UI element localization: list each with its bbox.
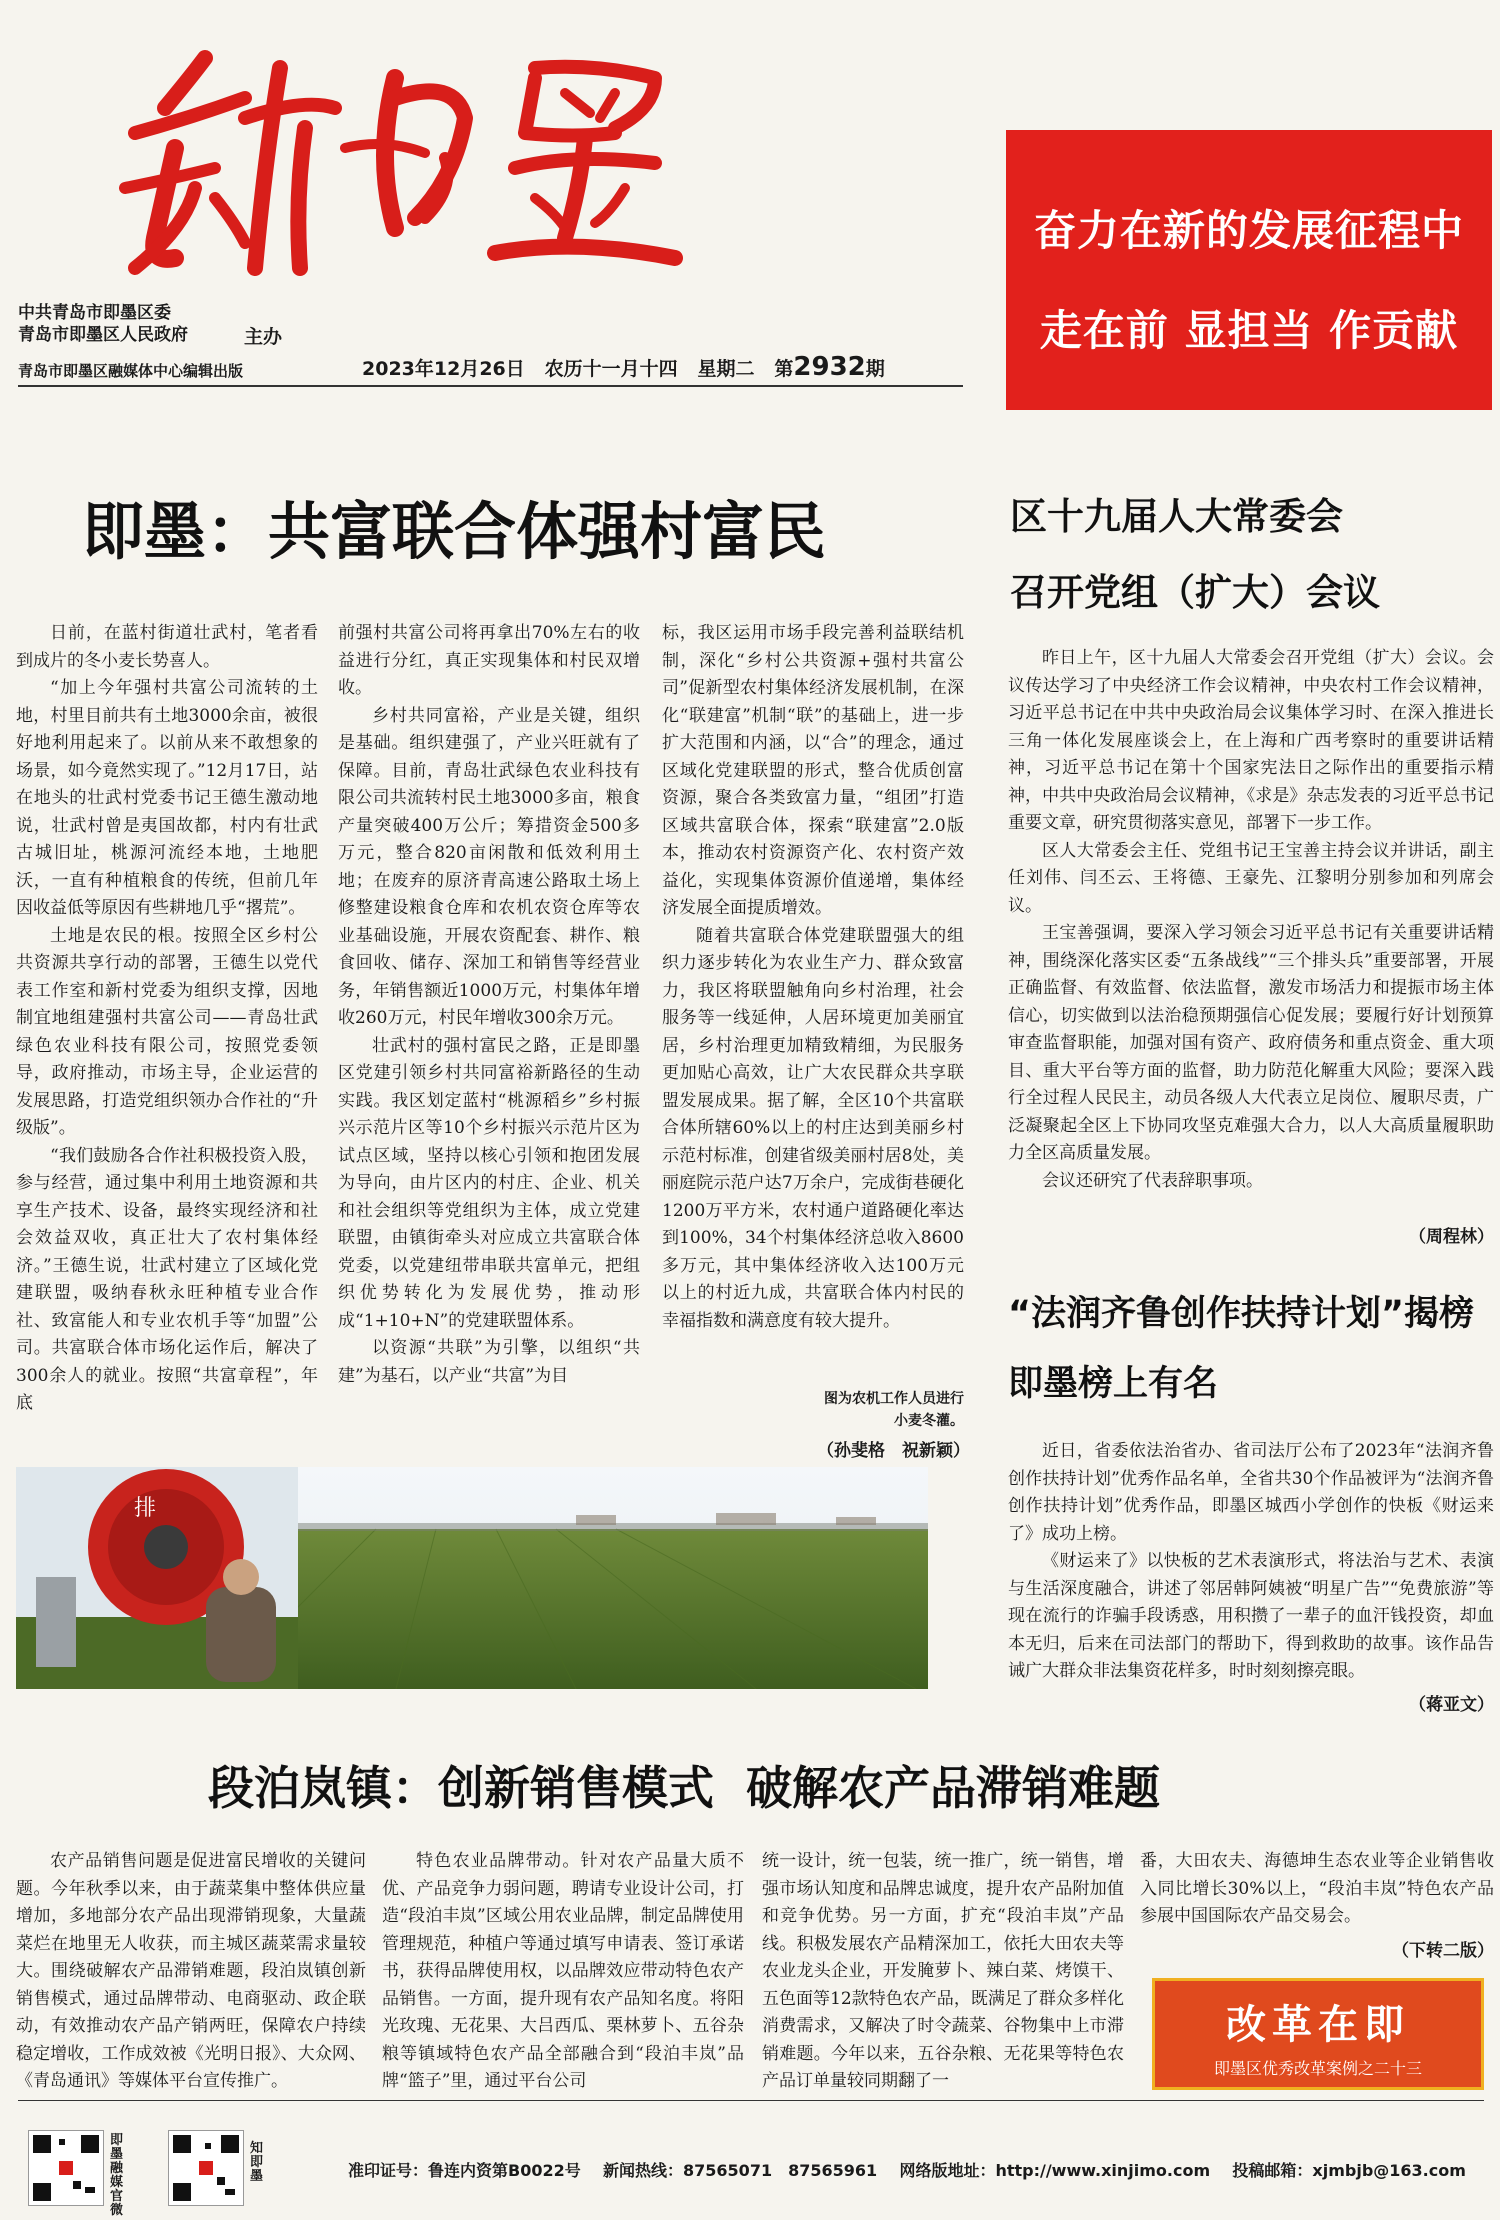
footer-info bbox=[348, 2158, 1466, 2181]
weekday: 星期二 bbox=[697, 358, 755, 380]
slogan-line-1: 奋力在新的发展征程中 bbox=[1033, 206, 1464, 255]
news-hotline: 新闻热线：87565071 87565961 bbox=[603, 2161, 878, 2180]
bottom-paragraph: 特色农业品牌带动。针对农产品量大质不优、产品竞争力弱问题，聘请专业设计公司，打造“段泊丰岚”区域公用农业品牌，制定品牌使用管理规范，种植户等通过填写申请表、签订承诺书，获得品牌使用权，以品牌效应带动特色农产品销售。一方面，提升现有农产品知名度。将阳光玫瑰、无花果、大吕西瓜、栗林萝卜、五谷杂粮等镇域特色农产品全部融合到“段泊丰岚”品牌“篮子”里，通过平台公司 bbox=[382, 1851, 744, 2091]
reform-series-badge bbox=[1152, 1978, 1484, 2090]
photo-caption: 图为农机工作人员进行小麦冬灌。 bbox=[824, 1391, 964, 1429]
news1-paragraph: 区人大常委会主任、党组书记王宝善主持会议并讲话，副主任刘伟、闫丕云、王将德、王豪先、江黎明分别参加和列席会议。 bbox=[1008, 840, 1494, 916]
lead-paragraph: 壮武村的强村富民之路，正是即墨区党建引领乡村共同富裕新路径的生动实践。我区划定蓝村“桃源稻乡”乡村振兴示范片区等10个乡村振兴示范片区为试点区域，坚持以核心引领和抱团发展为导向，由片区内的村庄、企业、机关和社会组织等党组织为主体，成立党建联盟，由镇街牵头对应成立共富联合体党委，以党建纽带串联共富单元，把组织优势转化为发展优势，推动形成“1+10+N”的党建联盟体系。 bbox=[338, 1035, 640, 1331]
news1-headline-line-1: 区十九届人大常委会 bbox=[1010, 495, 1343, 538]
news2-paragraph: 近日，省委依法治省办、省司法厅公布了2023年“法润齐鲁创作扶持计划”优秀作品名单，全省共30个作品被评为“法润齐鲁创作扶持计划”优秀作品，即墨区城西小学创作的快板《财运来了》成功上榜。 bbox=[1008, 1441, 1494, 1544]
qr-label-1: 即墨融媒官微 bbox=[110, 2133, 124, 2218]
news1-paragraph: 会议还研究了代表辞职事项。 bbox=[1042, 1170, 1263, 1191]
lead-paragraph: 标，我区运用市场手段完善利益联结机制，深化“乡村公共资源+强村共富公司”促新型农村集体经济发展机制，在深化“联建富”机制“联”的基础上，进一步扩大范围和内涵，以“合”的理念，通过区域化党建联盟的形式，整合优质创富资源，聚合各类致富力量，“组团”打造区域共富联合体，探索“联建富”2.0版本，推动农村资源资产化、农村资产效益化，实现集体资源价值递增，集体经济发展全面提质增效。 bbox=[662, 623, 964, 918]
photo-sign-text: 排 bbox=[134, 1496, 157, 1521]
bottom-column-4 bbox=[1140, 1848, 1494, 1934]
sponsor-line-1: 中共青岛市即墨区委 bbox=[18, 303, 171, 323]
bottom-column-2 bbox=[382, 1848, 744, 2098]
news2-headline-line-2: 即墨榜上有名 bbox=[1008, 1364, 1219, 1404]
news1-byline: （周程林） bbox=[1409, 1227, 1494, 1247]
bottom-column-3 bbox=[762, 1848, 1124, 2098]
continued-note: （下转二版） bbox=[1392, 1941, 1494, 1961]
reform-title: 改革在即 bbox=[1226, 2001, 1410, 2048]
lead-paragraph: 随着共富联合体党建联盟强大的组织力逐步转化为农业生产力、群众致富力，我区将联盟触角向乡村治理，社会服务等一线延伸，人居环境更加美丽宜居，乡村治理更加精致精细，为民服务更加贴心高效，让广大农民群众共享联盟发展成果。据了解，全区10个共富联合体所辖60%以上的村庄达到美丽乡村示范村标准，创建省级美丽村居8处，美丽庭院示范户达7万余户，完成街巷硬化1200万平方米，农村通户道路硬化率达到100%，34个村集体经济总收入8600多万元，其中集体经济收入达100万元以上的村近九成，共富联合体内村民的幸福指数和满意度有较大提升。 bbox=[662, 925, 964, 1331]
lead-column-2 bbox=[338, 620, 640, 1450]
issue-prefix: 第 bbox=[774, 358, 794, 380]
news1-headline-line-2: 召开党组（扩大）会议 bbox=[1010, 571, 1380, 614]
dateline bbox=[362, 352, 885, 382]
lead-column-3 bbox=[662, 620, 964, 1390]
bottom-headline-part-1: 段泊岚镇：创新销售模式 bbox=[208, 1761, 714, 1815]
sponsor-line-2: 青岛市即墨区人民政府 bbox=[18, 325, 188, 345]
qr-label-2: 知即墨 bbox=[250, 2141, 264, 2184]
sponsor-block bbox=[18, 302, 188, 346]
reform-subtitle: 即墨区优秀改革案例之二十三 bbox=[1213, 2059, 1422, 2078]
slogan-line-2: 走在前 显担当 作贡献 bbox=[1039, 306, 1459, 355]
qr-code-1 bbox=[28, 2130, 104, 2206]
news2-byline: （蒋亚文） bbox=[1409, 1695, 1494, 1715]
lead-paragraph: 土地是农民的根。按照全区乡村公共资源共享行动的部署，王德生以党代表工作室和新村党委为组织支撑，因地制宜地组建强村共富公司——青岛壮武绿色农业科技有限公司，按照党委领导，政府推动，市场主导，企业运营的发展思路，打造党组织领办合作社的“升级版”。 bbox=[16, 925, 318, 1138]
lead-paragraph: 前强村共富公司将再拿出70%左右的收益进行分红，真正实现集体和村民双增收。 bbox=[338, 623, 640, 698]
masthead-rule bbox=[18, 385, 963, 387]
masthead-logo bbox=[95, 38, 695, 288]
lead-paragraph: 日前，在蓝村街道壮武村，笔者看到成片的冬小麦长势喜人。 bbox=[16, 623, 318, 671]
news2-paragraph: 《财运来了》以快板的艺术表演形式，将法治与艺术、表演与生活深度融合，讲述了邻居韩阿姨被“明星广告”“免费旅游”等现在流行的诈骗手段诱惑，用积攒了一辈子的血汗钱投资，却血本无归，后来在司法部门的帮助下，得到救助的故事。该作品告诫广大群众非法集资花样多，时时刻刻擦亮眼。 bbox=[1008, 1551, 1494, 1681]
bottom-headline bbox=[208, 1752, 1160, 1818]
sponsor-role: 主办 bbox=[244, 326, 283, 348]
bottom-column-1 bbox=[16, 1848, 366, 2098]
bottom-paragraph: 番，大田农夫、海德坤生态农业等企业销售收入同比增长30%以上，“段泊丰岚”特色农产品参展中国国际农产品交易会。 bbox=[1140, 1851, 1494, 1926]
news1-body bbox=[1008, 645, 1494, 1225]
bottom-paragraph: 统一设计，统一包装，统一推广，统一销售，增强市场认知度和品牌忠诚度，提升农产品附加值和竞争优势。另一方面，扩充“段泊丰岚”产品线。积极发展农产品精深加工，依托大田农夫等农业龙头企业，开发腌萝卜、辣白菜、烤馍干、五色面等12款特色农产品，既满足了群众多样化消费需求，又解决了时令蔬菜、谷物集中上市滞销难题。今年以来，五谷杂粮、无花果等特色农产品订单量较同期翻了一 bbox=[762, 1851, 1124, 2091]
lunar-date: 农历十一月十四 bbox=[544, 358, 678, 380]
submission-email[interactable]: 投稿邮箱：xjmbjb@163.com bbox=[1232, 2161, 1466, 2180]
license-number: 准印证号：鲁连内资第B0022号 bbox=[348, 2161, 581, 2180]
issue-date: 2023年12月26日 bbox=[362, 358, 525, 380]
slogan-banner bbox=[1006, 130, 1492, 410]
news1-paragraph: 王宝善强调，要深入学习领会习近平总书记有关重要讲话精神，围绕深化落实区委“五条战线”“三个排头兵”重要部署，开展正确监督、有效监督、依法监督，激发市场活力和提振市场主体信心，切实做到以法治稳预期强信心促发展；要履行好计划预算审查监督职能，加强对国有资产、政府债务和重点资金、重大项目、重大平台等方面的监督，助力防范化解重大风险；要深入践行全过程人民民主，动员各级人大代表立足岗位、履职尽责，广泛凝聚起全区上下协同攻坚克难强大合力，以人大高质量履职助力全区高质量发展。 bbox=[1008, 923, 1494, 1163]
bottom-paragraph: 农产品销售问题是促进富民增收的关键问题。今年秋季以来，由于蔬菜集中整体供应量增加，多地部分农产品出现滞销现象，大量蔬菜烂在地里无人收获，而主城区蔬菜需求量较大。围绕破解农产品滞销难题，段泊岚镇创新销售模式，通过品牌带动、电商驱动、政企联动，有效推动农产品产销两旺，保障农户持续稳定增收，工作成效被《光明日报》、大众网、《青岛通讯》等媒体平台宣传推广。 bbox=[16, 1851, 366, 2091]
news1-paragraph: 昨日上午，区十九届人大常委会召开党组（扩大）会议。会议传达学习了中央经济工作会议精神，中央农村工作会议精神，习近平总书记在中共中央政治局会议集体学习时、在深入推进长三角一体化发展座谈会上，在上海和广西考察时的重要讲话精神，习近平总书记在第十个国家宪法日之际作出的重要指示精神，中共中央政治局会议精神，《求是》杂志发表的习近平总书记重要文章，研究贯彻落实意见，部署下一步工作。 bbox=[1008, 648, 1494, 833]
lead-byline: （孙斐格 祝新颖） bbox=[817, 1441, 970, 1461]
lead-paragraph: 乡村共同富裕，产业是关键，组织是基础。组织建强了，产业兴旺就有了保障。目前，青岛壮武绿色农业科技有限公司共流转村民土地3000多亩，粮食产量突破400万公斤；筹措资金500多万元，整合820亩闲散和低效利用土地；在废弃的原济青高速公路取土场上修整建设粮食仓库和农机农资仓库等农业基础设施，开展农资配套、耕作、粮食回收、储存、深加工和销售等经营业务，年销售额近1000万元，村集体年增收260万元，村民年增收300余万元。 bbox=[338, 705, 640, 1028]
lead-column-1 bbox=[16, 620, 318, 1450]
issue-number: 2932 bbox=[793, 352, 866, 382]
qr-code-2 bbox=[168, 2130, 244, 2206]
lead-photo bbox=[16, 1467, 928, 1689]
footer-rule bbox=[18, 2100, 1484, 2101]
lead-paragraph: “我们鼓励各合作社积极投资入股，参与经营，通过集中利用土地资源和共享生产技术、设备，最终实现经济和社会效益双收，真正壮大了农村集体经济。”王德生说，壮武村建立了区域化党建联盟，吸纳春秋永旺种植专业合作社、致富能人和专业农机手等“加盟”公司。共富联合体市场化运作后，解决了300余人的就业。按照“共富章程”，年底 bbox=[16, 1145, 318, 1413]
website-address[interactable]: 网络版地址：http://www.xinjimo.com bbox=[899, 2161, 1211, 2180]
lead-paragraph: 以资源“共联”为引擎，以组织“共建”为基石，以产业“共富”为目 bbox=[338, 1338, 640, 1386]
bottom-headline-part-2: 破解农产品滞销难题 bbox=[746, 1761, 1161, 1815]
lead-paragraph: “加上今年强村共富公司流转的土地，村里目前共有土地3000余亩，被很好地利用起来了。以前从来不敢想象的场景，如今竟然实现了。”12月17日，站在地头的壮武村党委书记王德生激动地说，壮武村曾是夷国故都，村内有壮武古城旧址，桃源河流经本地，土地肥沃，一直有种植粮食的传统，但前几年因收益低等原因有些耕地几乎“撂荒”。 bbox=[16, 678, 318, 918]
news2-headline-line-1: “法润齐鲁创作扶持计划”揭榜 bbox=[1008, 1294, 1475, 1334]
news2-body bbox=[1008, 1438, 1494, 1688]
publisher: 青岛市即墨区融媒体中心编辑出版 bbox=[18, 362, 244, 380]
lead-headline: 即墨：共富联合体强村富民 bbox=[82, 495, 827, 568]
issue-suffix: 期 bbox=[865, 358, 885, 380]
